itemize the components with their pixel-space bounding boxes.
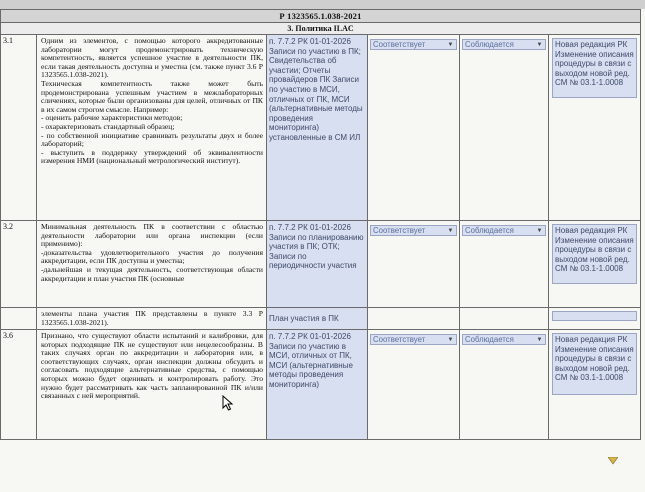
table-row xyxy=(1,330,641,440)
chevron-down-icon[interactable]: ▼ xyxy=(536,227,543,234)
compliance-value: Соответствует xyxy=(373,335,426,344)
compliance-dropdown[interactable] xyxy=(370,39,457,50)
window-top-bar xyxy=(0,0,645,9)
compliance-value: Соответствует xyxy=(373,40,426,49)
section-title: 3. Политика ILAC xyxy=(1,23,641,35)
requirement-paragraph: -дальнейшая и текущая деятельность, соответствующая области аккредитации и план участия ПК (основные xyxy=(41,264,263,283)
note-field[interactable]: Новая редакция РК Изменение описания процедуры в связи с выходом новой ред. СМ № 03.1-1.0008 xyxy=(552,224,637,284)
chevron-down-icon[interactable]: ▼ xyxy=(447,227,454,234)
compliance-cell xyxy=(368,308,460,330)
status-dropdown[interactable] xyxy=(462,225,546,236)
requirement-paragraph: Минимальная деятельность ПК в соответствии с областью деятельности лаборатории или органа инспекции (если применимо): xyxy=(41,222,263,249)
requirement-paragraph: -доказательства удовлетворительного участия до получения аккредитации, если ПК доступна и уместна; xyxy=(41,247,263,266)
standard-code-header: Р 1323565.1.038-2021 xyxy=(1,10,641,23)
evidence-field[interactable]: п. 7.7.2 РК 01-01-2026 Записи по планированию участия в ПК; ОТК; Записи по периодичности участия xyxy=(267,221,368,308)
mouse-pointer-icon xyxy=(222,395,234,411)
status-dropdown[interactable] xyxy=(462,334,546,345)
row-number xyxy=(1,308,37,330)
compliance-cell xyxy=(368,221,460,308)
note-cell xyxy=(549,35,641,221)
status-cell xyxy=(460,221,549,308)
requirements-table xyxy=(0,9,641,440)
status-dropdown[interactable] xyxy=(462,39,546,50)
row-number: 3.6 xyxy=(1,330,37,440)
note-cell xyxy=(549,308,641,330)
requirement-paragraph: - оценить рабочие характеристики методов; xyxy=(41,113,183,123)
note-cell xyxy=(549,221,641,308)
chevron-down-icon[interactable]: ▼ xyxy=(536,41,543,48)
document-sheet xyxy=(0,9,640,491)
table-row xyxy=(1,35,641,221)
row-number: 3.2 xyxy=(1,221,37,308)
note-field[interactable] xyxy=(552,311,637,321)
requirement-paragraph: Признано, что существуют области испытаний и калибровки, для которых подходящие ПК не существуют или нецелесообразны. В таких случаях орган по аккредитации и лаборатория или, в соответствующих случаях, орган инспекции должны обсудить и согласовать подходящие альтернативные средства, с помощью которых можно будет оценивать и контролировать работу. Это нужно будет рассматривать как часть запланированной ПК и/или связанных с ней мероприятий. xyxy=(41,331,263,401)
requirement-paragraph: Техническая компетентность также может быть продемонстрирована успешным участием в межлабораторных сличениях, которые были организованы для целей, отличных от ПК в их самом строгом смысле. Например: xyxy=(41,78,263,114)
status-cell xyxy=(460,35,549,221)
status-cell xyxy=(460,330,549,440)
status-value: Соблюдается xyxy=(465,226,514,235)
compliance-cell xyxy=(368,330,460,440)
evidence-field[interactable]: п. 7.7.2 РК 01-01-2026 Записи по участию в ПК; Свидетельства об участии; Отчеты провайдеров ПК Записи по участию в МСИ, отличных от ПК, МСИ (альтернативные методы проведения мониторинга) установленные в СМ ИЛ xyxy=(267,35,368,221)
status-cell xyxy=(460,308,549,330)
chevron-down-icon[interactable]: ▼ xyxy=(447,41,454,48)
chevron-down-icon[interactable]: ▼ xyxy=(536,336,543,343)
note-field[interactable]: Новая редакция РК Изменение описания процедуры в связи с выходом новой ред. СМ № 03.1-1.0008 xyxy=(552,333,637,395)
requirement-paragraph: - выступить в поддержку утверждений об эквивалентности измерения НМИ (национальный метрологический институт). xyxy=(41,147,263,166)
requirement-text xyxy=(37,221,267,308)
table-row xyxy=(1,221,641,308)
requirement-text xyxy=(37,308,267,330)
chevron-down-icon[interactable]: ▼ xyxy=(447,336,454,343)
compliance-value: Соответствует xyxy=(373,226,426,235)
compliance-dropdown[interactable] xyxy=(370,334,457,345)
evidence-field[interactable]: п. 7.7.2 РК 01-01-2026 Записи по участию в МСИ, отличных от ПК, МСИ (альтернативные методы проведения мониторинга) xyxy=(267,330,368,440)
evidence-field[interactable]: План участия в ПК xyxy=(267,308,368,330)
compliance-dropdown[interactable] xyxy=(370,225,457,236)
requirement-paragraph: Одним из элементов, с помощью которого аккредитованные лаборатории могут продемонстрировать техническую компетентность, является успешное участие в деятельности ПК, если такая деятельность доступна и уместна (см. также пункт 3.6 Р 1323565.1.038-2021). xyxy=(41,36,263,80)
row-number: 3.1 xyxy=(1,35,37,221)
requirement-text xyxy=(37,35,267,221)
compliance-cell xyxy=(368,35,460,221)
requirement-paragraph: элементы плана участия ПК представлены в пункте 3.3 Р 1323565.1.038-2021). xyxy=(41,309,263,327)
status-value: Соблюдается xyxy=(465,335,514,344)
requirement-paragraph: - охарактеризовать стандартный образец; xyxy=(41,121,175,131)
note-field[interactable]: Новая редакция РК Изменение описания процедуры в связи с выходом новой ред. СМ № 03.1-1.0008 xyxy=(552,38,637,98)
corner-marker-icon xyxy=(608,457,618,465)
requirement-paragraph: - по собственной инициативе сравнивать результаты двух и более лабораторий; xyxy=(41,130,263,149)
status-value: Соблюдается xyxy=(465,40,514,49)
table-row xyxy=(1,308,641,330)
requirement-text xyxy=(37,330,267,440)
note-cell xyxy=(549,330,641,440)
